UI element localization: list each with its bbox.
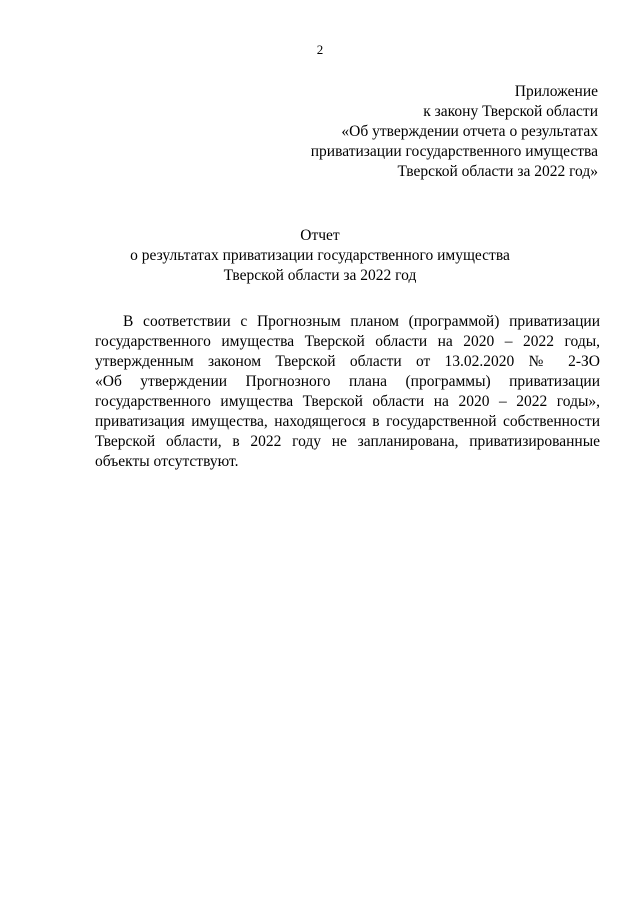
body-line: утвержденным законом Тверской области от 13.02.2020 № 2-ЗО (95, 353, 600, 370)
report-title (0, 226, 640, 286)
body-line: В соответствии с Прогнозным планом (программой) приватизации (123, 313, 600, 330)
body-line: государственного имущества Тверской области на 2020 – 2022 годы», (95, 393, 600, 410)
appendix-line: приватизации государственного имущества (310, 143, 598, 160)
title-line: Тверской области за 2022 год (223, 267, 417, 284)
body-line: объекты отсутствуют. (95, 453, 239, 470)
body-paragraph (95, 312, 600, 472)
body-line: приватизация имущества, находящегося в государственной собственности (95, 413, 600, 430)
appendix-line: к закону Тверской области (423, 103, 598, 120)
appendix-line: «Об утверждении отчета о результатах (341, 123, 598, 140)
body-line: «Об утверждении Прогнозного плана (программы) приватизации (95, 373, 600, 390)
body-line: государственного имущества Тверской области на 2020 – 2022 годы, (95, 333, 600, 350)
title-line: о результатах приватизации государственного имущества (130, 247, 510, 264)
appendix-line: Приложение (514, 83, 598, 100)
title-line: Отчет (300, 227, 340, 244)
appendix-header (178, 82, 598, 182)
body-line: Тверской области, в 2022 году не запланирована, приватизированные (95, 433, 600, 450)
page-number: 2 (316, 42, 324, 57)
appendix-line: Тверской области за 2022 год» (397, 163, 598, 180)
